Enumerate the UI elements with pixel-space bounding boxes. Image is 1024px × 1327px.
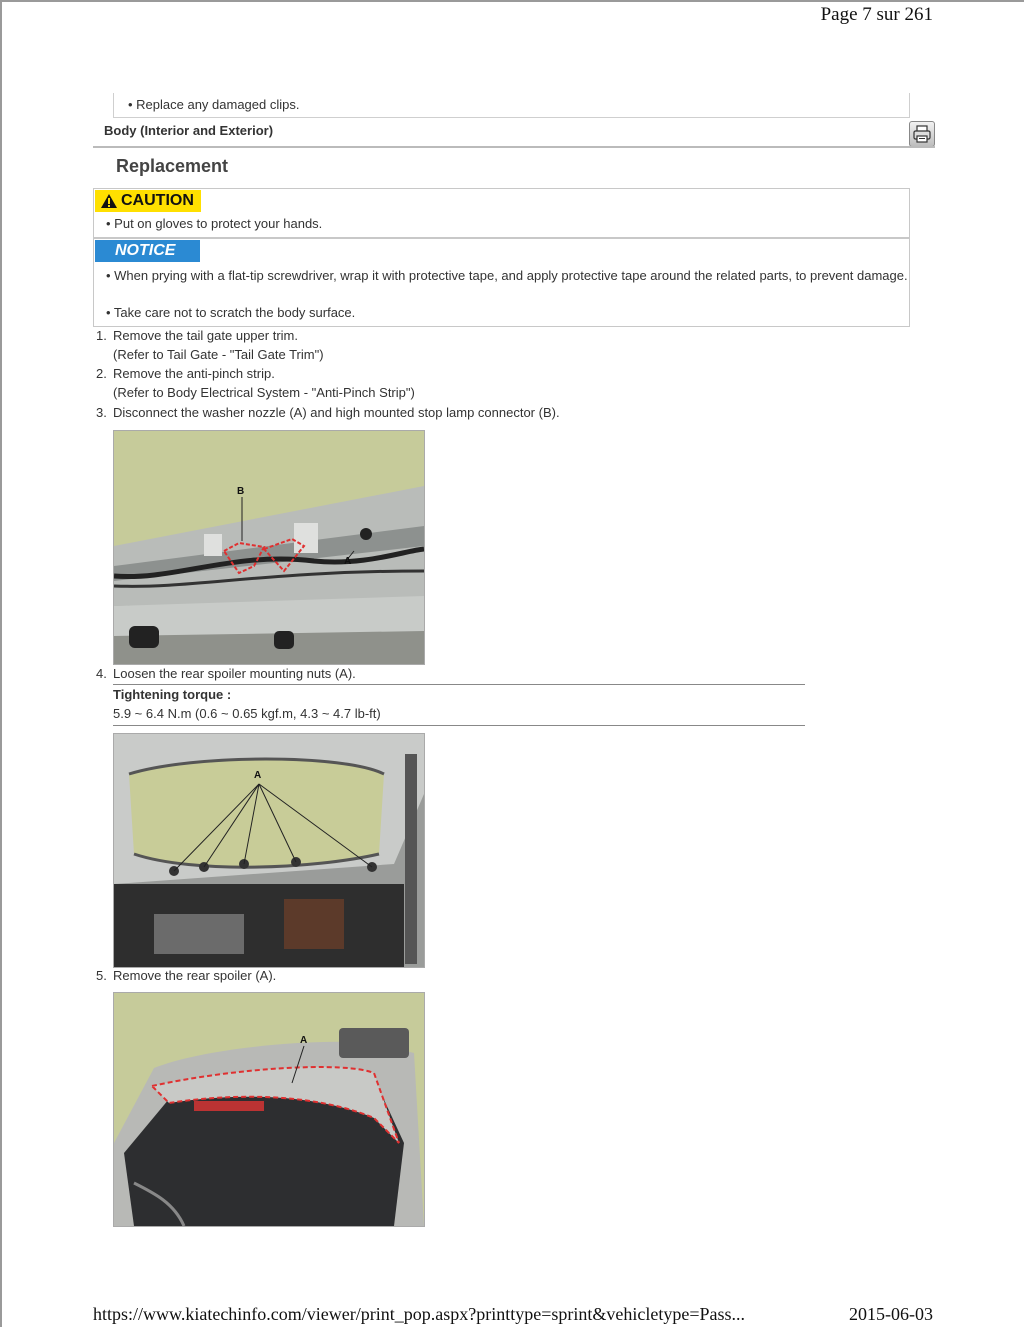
notice-item: • When prying with a flat-tip screwdriver, wrap it with protective tape, and apply protective tape around the related parts, to prevent damage.	[106, 268, 908, 283]
step-number: 1.	[96, 328, 107, 343]
step-text: Loosen the rear spoiler mounting nuts (A).	[113, 666, 356, 681]
step-reference: (Refer to Tail Gate - "Tail Gate Trim")	[113, 347, 324, 362]
step-text: Disconnect the washer nozzle (A) and high mounted stop lamp connector (B).	[113, 405, 560, 420]
step-number: 2.	[96, 366, 107, 381]
notice-label	[95, 240, 200, 262]
caution-box	[93, 188, 910, 238]
page-frame-left	[0, 0, 2, 1327]
caution-label	[95, 190, 201, 212]
torque-value: 5.9 ~ 6.4 N.m (0.6 ~ 0.65 kgf.m, 4.3 ~ 4.7 lb-ft)	[113, 706, 381, 721]
figure-washer-nozzle-connector	[113, 430, 425, 665]
replacement-heading: Replacement	[116, 156, 229, 176]
figure-rear-spoiler	[113, 992, 425, 1227]
previous-note: • Replace any damaged clips.	[128, 97, 300, 112]
footer-url: https://www.kiatechinfo.com/viewer/print_pop.aspx?printtype=sprint&vehicletype=Pass...	[93, 1304, 746, 1324]
previous-note-box	[113, 93, 910, 118]
torque-bottom-rule	[113, 725, 805, 726]
step-number: 3.	[96, 405, 107, 420]
caution-item: • Put on gloves to protect your hands.	[106, 216, 323, 231]
label-a: A	[344, 556, 352, 567]
step-reference: (Refer to Body Electrical System - "Anti-Pinch Strip")	[113, 385, 415, 400]
step-number: 4.	[96, 666, 107, 681]
notice-box	[93, 238, 910, 327]
page-number: Page 7 sur 261	[820, 4, 933, 25]
warning-icon	[100, 193, 118, 209]
figure-spoiler-nuts	[113, 733, 425, 968]
step-text: Remove the tail gate upper trim.	[113, 328, 298, 343]
step-number: 5.	[96, 968, 107, 983]
page-frame-top	[0, 0, 1024, 2]
printer-icon	[910, 122, 934, 146]
notice-item: • Take care not to scratch the body surface.	[106, 305, 356, 320]
print-button[interactable]	[909, 121, 935, 147]
section-divider	[93, 146, 935, 148]
label-a: A	[300, 1035, 308, 1046]
caution-label-text: CAUTION	[121, 192, 194, 209]
label-a: A	[254, 770, 262, 781]
section-title: Body (Interior and Exterior)	[104, 123, 274, 138]
label-b: B	[237, 486, 245, 497]
step-text: Remove the anti-pinch strip.	[113, 366, 275, 381]
torque-top-rule	[113, 684, 805, 685]
footer-date: 2015-06-03	[849, 1304, 933, 1324]
torque-label: Tightening torque :	[113, 687, 232, 702]
notice-label-text: NOTICE	[115, 242, 176, 259]
step-text: Remove the rear spoiler (A).	[113, 968, 277, 983]
